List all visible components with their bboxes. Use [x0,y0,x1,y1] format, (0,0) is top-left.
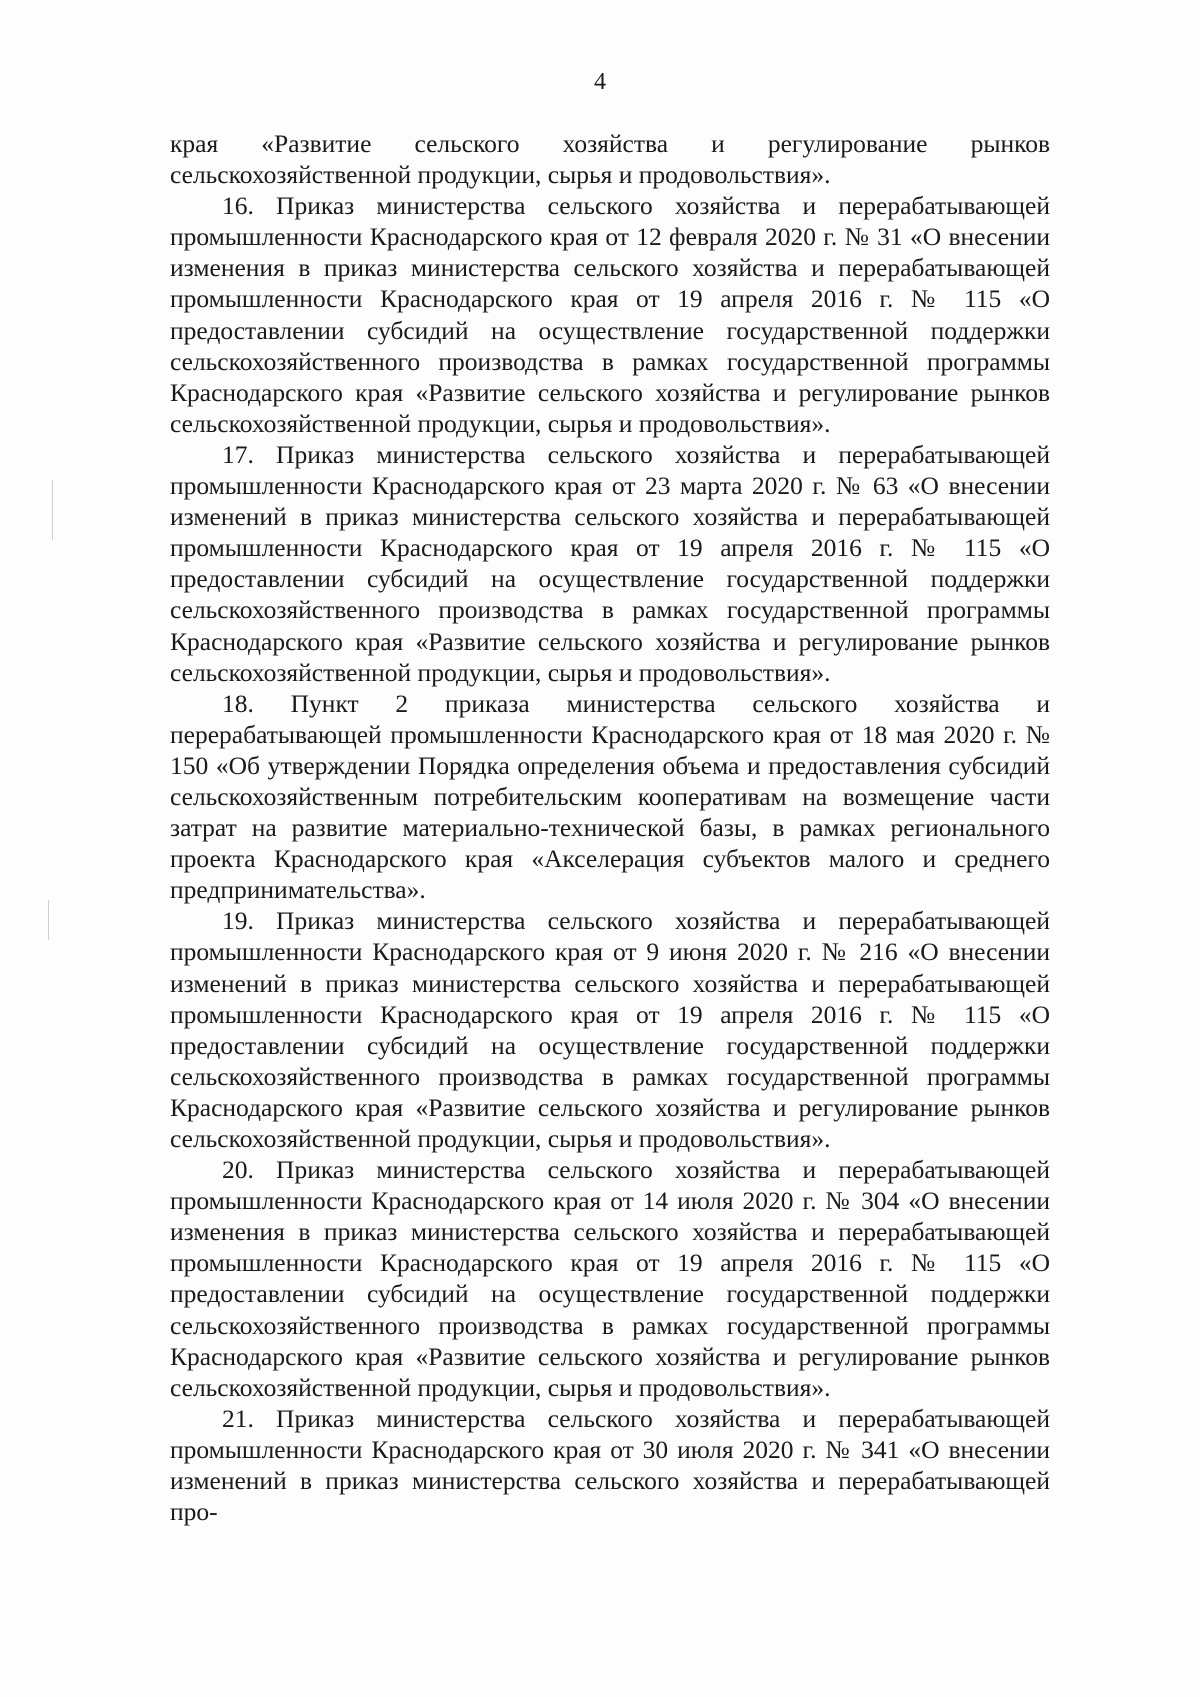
paragraph-continuation: края «Развитие сельского хозяйства и регулирование рынков сельскохозяйственной продукции, сырья и продовольствия». [170,129,1050,190]
paragraph-item-16: 16. Приказ министерства сельского хозяйства и перерабатывающей промышленности Краснодарского края от 12 февраля 2020 г. № 31 «О внесении изменения в приказ министерства сельского хозяйства и перерабатывающей промышленности Краснодарского края от 19 апреля 2016 г. № 115 «О предоставлении субсидий на осуществление государственной поддержки сельскохозяйственного производства в рамках государственной программы Краснодарского края «Развитие сельского хозяйства и регулирование рынков сельскохозяйственной продукции, сырья и продовольствия». [170,191,1050,438]
paragraph-item-20: 20. Приказ министерства сельского хозяйства и перерабатывающей промышленности Краснодарского края от 14 июля 2020 г. № 304 «О внесении изменения в приказ министерства сельского хозяйства и перерабатывающей промышленности Краснодарского края от 19 апреля 2016 г. № 115 «О предоставлении субсидий на осуществление государственной поддержки сельскохозяйственного производства в рамках государственной программы Краснодарского края «Развитие сельского хозяйства и регулирование рынков сельскохозяйственной продукции, сырья и продовольствия». [170,1155,1050,1402]
scan-edge-mark [52,480,53,540]
page-number: 4 [594,69,606,95]
document-body [170,128,1050,1527]
paragraph-item-17: 17. Приказ министерства сельского хозяйства и перерабатывающей промышленности Краснодарского края от 23 марта 2020 г. № 63 «О внесении изменений в приказ министерства сельского хозяйства и перерабатывающей промышленности Краснодарского края от 19 апреля 2016 г. № 115 «О предоставлении субсидий на осуществление государственной поддержки сельскохозяйственного производства в рамках государственной программы Краснодарского края «Развитие сельского хозяйства и регулирование рынков сельскохозяйственной продукции, сырья и продовольствия». [170,439,1050,687]
paragraph-item-19: 19. Приказ министерства сельского хозяйства и перерабатывающей промышленности Краснодарского края от 9 июня 2020 г. № 216 «О внесении изменений в приказ министерства сельского хозяйства и перерабатывающей промышленности Краснодарского края от 19 апреля 2016 г. № 115 «О предоставлении субсидий на осуществление государственной поддержки сельскохозяйственного производства в рамках государственной программы Краснодарского края «Развитие сельского хозяйства и регулирование рынков сельскохозяйственной продукции, сырья и продовольствия». [170,906,1050,1153]
paragraph-item-18: 18. Пункт 2 приказа министерства сельского хозяйства и перерабатывающей промышленности Краснодарского края от 18 мая 2020 г. № 150 «Об утверждении Порядка определения объема и предоставления субсидий сельскохозяйственным потребительским кооперативам на возмещение части затрат на развитие материально-технической базы, в рамках регионального проекта Краснодарского края «Акселерация субъектов малого и среднего предпринимательства». [170,688,1050,905]
paragraph-item-21: 21. Приказ министерства сельского хозяйства и перерабатывающей промышленности Краснодарского края от 30 июля 2020 г. № 341 «О внесении изменений в приказ министерства сельского хозяйства и перерабатывающей про- [170,1403,1050,1527]
scan-edge-mark [48,900,49,940]
